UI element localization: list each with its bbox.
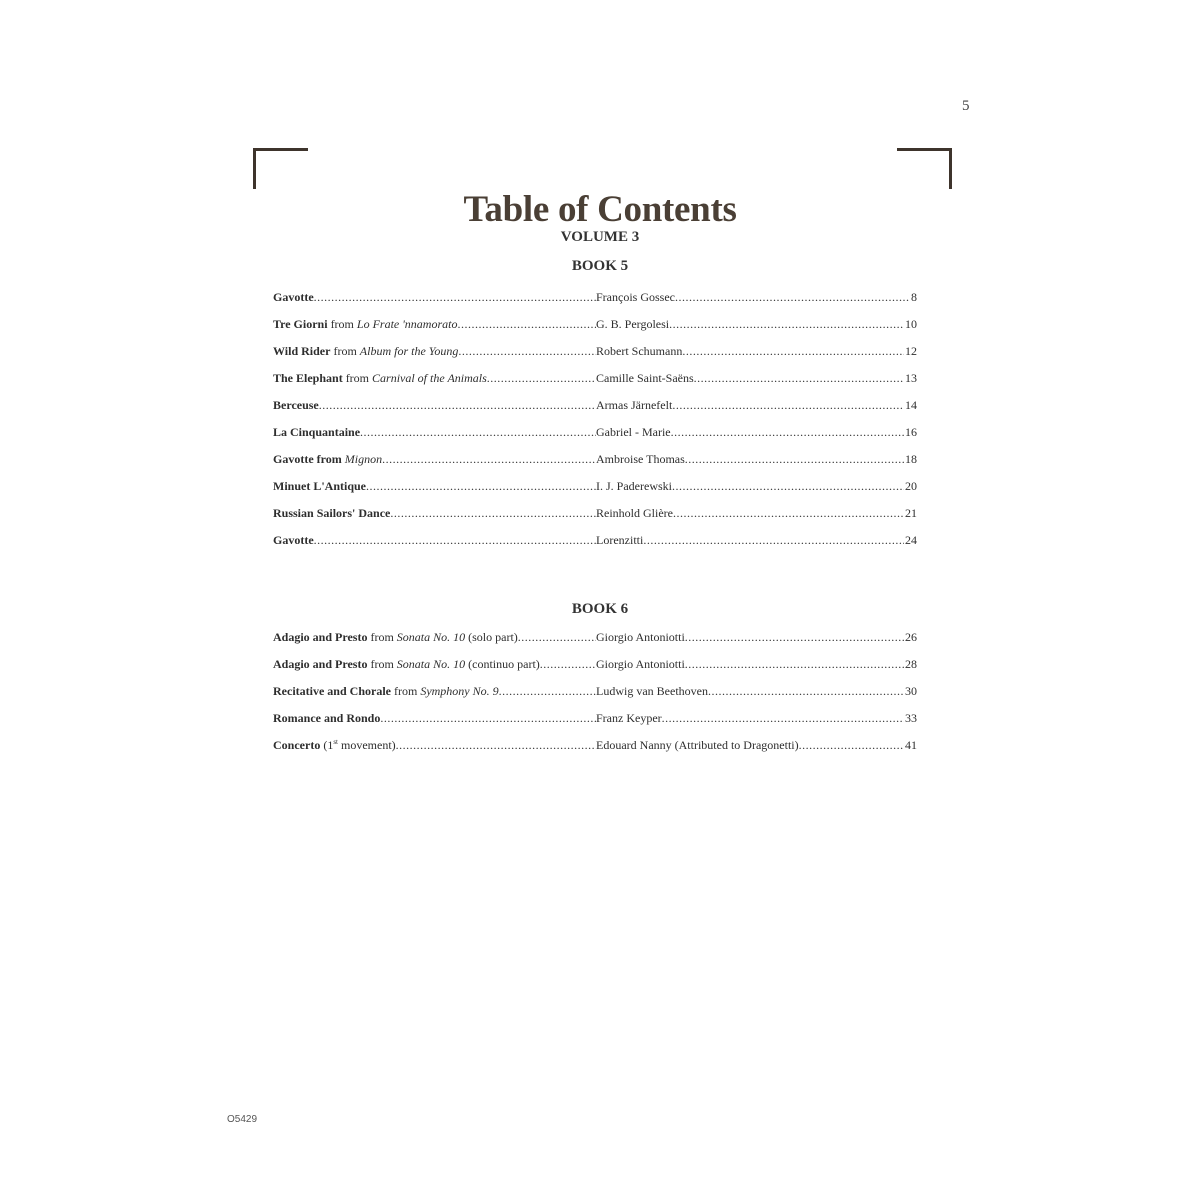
toc-entry[interactable] [273, 424, 917, 451]
toc-entry[interactable] [273, 505, 917, 532]
page-ref: 21 [905, 506, 917, 520]
catalog-code: O5429 [227, 1114, 258, 1125]
book5-heading: BOOK 5 [571, 258, 629, 274]
page-ref: 28 [905, 657, 917, 671]
toc-entry[interactable]: Adagio and Presto from Sonata No. 10 (continuo part) ..... Giorgio Antoniotti ..... 28 [273, 656, 917, 683]
composer: Robert Schumann [596, 344, 683, 358]
toc-entry[interactable]: Concerto (1st movement) ..... Edouard Nanny (Attributed to Dragonetti) ..... 41 [273, 737, 917, 764]
piece-title: Wild Rider [273, 344, 331, 358]
piece-title: Recitative and Chorale [273, 684, 391, 698]
composer: Franz Keyper [596, 711, 662, 725]
volume-subtitle: VOLUME 3 [560, 229, 640, 245]
work-title: Carnival of the Animals [372, 371, 487, 385]
work-title: Lo Frate 'nnamorato [356, 317, 458, 331]
work-title: Mignon [344, 452, 383, 466]
toc-entry[interactable] [273, 532, 917, 559]
corner-bracket-right [897, 148, 952, 189]
toc-entry[interactable] [273, 451, 917, 478]
page-title: Table of Contents [463, 189, 737, 230]
piece-title: Adagio and Presto [273, 630, 368, 644]
composer: Lorenzitti [596, 533, 644, 547]
toc-entry[interactable]: Adagio and Presto from Sonata No. 10 (solo part) ..... Giorgio Antoniotti ..... 26 [273, 629, 917, 656]
corner-bracket-left [253, 148, 308, 189]
page-number: 5 [962, 98, 970, 114]
page-ref: 26 [905, 630, 917, 644]
work-title: Sonata No. 10 [396, 630, 466, 644]
piece-title: Gavotte [273, 533, 314, 547]
piece-title: La Cinquantaine [273, 425, 361, 439]
work-title: Symphony No. 9 [420, 684, 499, 698]
composer: Giorgio Antoniotti [596, 657, 685, 671]
page-ref: 20 [905, 479, 917, 493]
page-ref: 30 [905, 684, 917, 698]
composer: G. B. Pergolesi [596, 317, 670, 331]
book6-heading: BOOK 6 [571, 601, 629, 617]
composer: François Gossec [596, 290, 675, 304]
composer: Gabriel - Marie [596, 425, 671, 439]
page-ref: 13 [905, 371, 917, 385]
toc-entry[interactable] [273, 289, 917, 316]
page-ref: 10 [905, 317, 917, 331]
book5-entries [273, 289, 917, 559]
composer: Camille Saint-Saëns [596, 371, 694, 385]
page-ref: 14 [905, 398, 917, 412]
page-ref: 24 [905, 533, 917, 547]
piece-title: Minuet L'Antique [273, 479, 367, 493]
piece-title: Gavotte [273, 290, 314, 304]
composer: Reinhold Glière [596, 506, 673, 520]
work-title: Sonata No. 10 [396, 657, 466, 671]
composer: Giorgio Antoniotti [596, 630, 685, 644]
page-ref: 8 [911, 290, 917, 304]
composer: I. J. Paderewski [596, 479, 672, 493]
composer: Edouard Nanny (Attributed to Dragonetti) [596, 738, 799, 752]
toc-entry[interactable] [273, 397, 917, 424]
piece-title: The Elephant [273, 371, 343, 385]
toc-entry[interactable] [273, 710, 917, 737]
composer: Ludwig van Beethoven [596, 684, 708, 698]
page-ref: 18 [905, 452, 917, 466]
work-title: Album for the Young [359, 344, 459, 358]
piece-title: Gavotte from [273, 452, 345, 466]
toc-entry[interactable] [273, 478, 917, 505]
composer: Armas Järnefelt [596, 398, 673, 412]
composer: Ambroise Thomas [596, 452, 685, 466]
toc-entry[interactable]: Recitative and Chorale from Symphony No. 9 ..... Ludwig van Beethoven ..... 30 [273, 683, 917, 710]
piece-title: Tre Giorni [273, 317, 328, 331]
page-ref: 16 [905, 425, 917, 439]
piece-title: Romance and Rondo [273, 711, 381, 725]
piece-title: Berceuse [273, 398, 319, 412]
page-ref: 33 [905, 711, 917, 725]
page-ref: 12 [905, 344, 917, 358]
toc-entry[interactable]: The Elephant from Carnival of the Animals ..... Camille Saint-Saëns ..... 13 [273, 370, 917, 397]
toc-entry[interactable]: Tre Giorni from Lo Frate 'nnamorato ..... G. B. Pergolesi ..... 10 [273, 316, 917, 343]
piece-title: Adagio and Presto [273, 657, 368, 671]
piece-title: Russian Sailors' Dance [273, 506, 391, 520]
page-ref: 41 [905, 738, 917, 752]
piece-title: Concerto [273, 738, 321, 752]
book6-entries [273, 629, 917, 764]
toc-entry[interactable]: Wild Rider from Album for the Young ..... Robert Schumann ..... 12 [273, 343, 917, 370]
